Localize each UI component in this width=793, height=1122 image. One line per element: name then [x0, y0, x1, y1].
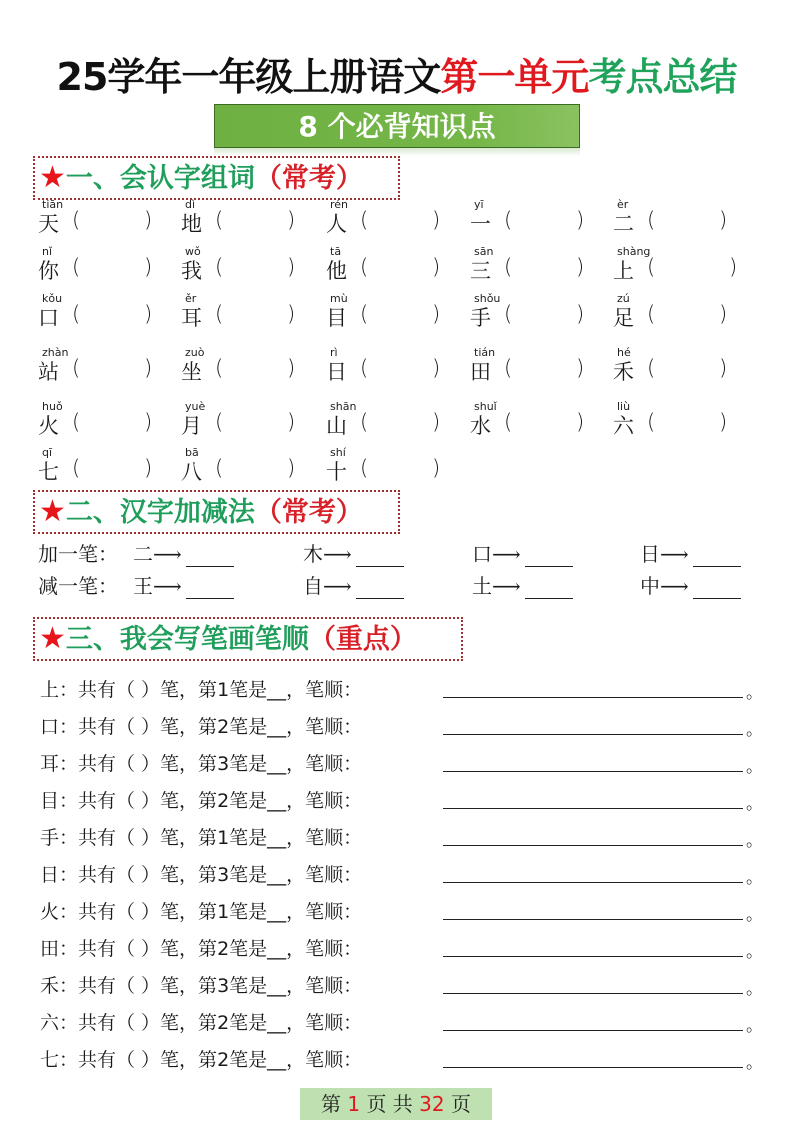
- target-char: 目: [40, 790, 60, 812]
- open-paren: (: [504, 410, 513, 434]
- section-2-header: [33, 490, 400, 534]
- stroke-order-text: 笔是__，笔顺：: [229, 864, 363, 886]
- section-1-header: [33, 156, 400, 200]
- target-char: 火: [40, 901, 60, 923]
- close-paren: ): [729, 255, 738, 279]
- character: 六: [613, 414, 634, 438]
- stroke-order-answer-line[interactable]: [443, 845, 743, 846]
- source-char: 日⟶: [640, 542, 689, 566]
- close-paren: ): [287, 410, 296, 434]
- stroke-order-row: [40, 897, 770, 927]
- close-paren: ): [576, 208, 585, 232]
- open-paren: (: [360, 255, 369, 279]
- close-paren: ): [719, 356, 728, 380]
- stroke-order-text: 笔是__，笔顺：: [229, 1049, 363, 1071]
- stroke-order-answer-line[interactable]: [443, 697, 743, 698]
- stroke-number: 1: [217, 679, 230, 701]
- stroke-order-answer-line[interactable]: [443, 993, 743, 994]
- close-paren: ): [287, 356, 296, 380]
- word-item: [326, 198, 470, 238]
- open-paren: (: [72, 302, 81, 326]
- stroke-order-row: [40, 675, 770, 705]
- word-item: [613, 292, 757, 332]
- pinyin: tián: [474, 346, 496, 359]
- stroke-change-item: [133, 538, 234, 567]
- stroke-order-text: 笔是__，笔顺：: [229, 679, 363, 701]
- total-strokes-text: ：共有（ ）笔，第: [59, 827, 218, 849]
- stroke-order-row: [40, 934, 770, 964]
- pinyin: yuè: [185, 400, 206, 413]
- pinyin: tā: [330, 245, 342, 258]
- character: 口: [38, 306, 59, 330]
- stroke-order-row: [40, 786, 770, 816]
- section-2-title: 二、汉字加减法: [65, 497, 255, 528]
- character: 地: [181, 212, 202, 236]
- section-3-header: [33, 617, 463, 661]
- character: 人: [326, 212, 347, 236]
- word-item: [38, 346, 182, 386]
- section-1-tag: （常考）: [254, 163, 363, 194]
- total-strokes-text: ：共有（ ）笔，第: [59, 716, 218, 738]
- close-paren: ): [576, 302, 585, 326]
- title-black-part: 25学年一年级上册语文: [56, 55, 441, 99]
- stroke-number: 1: [217, 827, 230, 849]
- word-item: [38, 400, 182, 440]
- open-paren: (: [215, 456, 224, 480]
- word-item: [181, 245, 325, 285]
- current-page: 1: [347, 1092, 361, 1116]
- open-paren: (: [215, 410, 224, 434]
- target-char: 日: [40, 864, 60, 886]
- total-strokes-text: ：共有（ ）笔，第: [59, 901, 218, 923]
- close-paren: ): [432, 356, 441, 380]
- stroke-change-item: [472, 538, 573, 567]
- period: 。: [746, 1053, 763, 1073]
- open-paren: (: [504, 302, 513, 326]
- word-item: [613, 198, 757, 238]
- period: 。: [746, 831, 763, 851]
- pinyin: sān: [474, 245, 494, 258]
- pinyin: yī: [474, 198, 484, 211]
- open-paren: (: [72, 410, 81, 434]
- total-strokes-text: ：共有（ ）笔，第: [59, 679, 218, 701]
- stroke-order-row: [40, 823, 770, 853]
- close-paren: ): [144, 456, 153, 480]
- word-item: [326, 400, 470, 440]
- period: 。: [746, 683, 763, 703]
- close-paren: ): [576, 356, 585, 380]
- pinyin: nǐ: [42, 245, 53, 258]
- open-paren: (: [215, 302, 224, 326]
- total-strokes-text: ：共有（ ）笔，第: [59, 753, 218, 775]
- pinyin: rì: [330, 346, 338, 359]
- target-char: 禾: [40, 975, 60, 997]
- target-char: 耳: [40, 753, 60, 775]
- word-item: [470, 245, 614, 285]
- pinyin: shí: [330, 446, 346, 459]
- total-strokes-text: ：共有（ ）笔，第: [59, 938, 218, 960]
- open-paren: (: [647, 410, 656, 434]
- total-strokes-text: ：共有（ ）笔，第: [59, 1012, 218, 1034]
- source-char: 王⟶: [133, 574, 182, 598]
- star-icon: ★: [39, 160, 66, 195]
- title-green-part: 考点总结: [588, 55, 737, 99]
- stroke-order-row: [40, 1045, 770, 1075]
- stroke-order-row: [40, 860, 770, 890]
- open-paren: (: [504, 208, 513, 232]
- open-paren: (: [360, 302, 369, 326]
- word-item: [613, 245, 757, 285]
- character: 你: [38, 259, 59, 283]
- stroke-order-answer-line[interactable]: [443, 1030, 743, 1031]
- stroke-order-text: 笔是__，笔顺：: [229, 901, 363, 923]
- character: 八: [181, 460, 202, 484]
- pinyin: ěr: [185, 292, 197, 305]
- word-item: [38, 292, 182, 332]
- close-paren: ): [719, 302, 728, 326]
- remove-stroke-label: 减一笔：: [38, 574, 118, 598]
- stroke-change-item: [640, 570, 741, 599]
- footer-prefix: 第: [321, 1092, 341, 1116]
- close-paren: ): [432, 410, 441, 434]
- pinyin: zú: [617, 292, 630, 305]
- stroke-order-text: 笔是__，笔顺：: [229, 1012, 363, 1034]
- period: 。: [746, 942, 763, 962]
- close-paren: ): [432, 208, 441, 232]
- close-paren: ): [576, 255, 585, 279]
- open-paren: (: [647, 356, 656, 380]
- open-paren: (: [647, 302, 656, 326]
- word-item: [470, 400, 614, 440]
- page-indicator: [300, 1088, 492, 1120]
- stroke-order-row: [40, 749, 770, 779]
- close-paren: ): [287, 255, 296, 279]
- word-item: [326, 245, 470, 285]
- target-char: 七: [40, 1049, 60, 1071]
- pinyin: shǒu: [474, 292, 501, 305]
- footer-mid: 页 共: [366, 1092, 413, 1116]
- word-item: [181, 400, 325, 440]
- period: 。: [746, 720, 763, 740]
- word-item: [181, 292, 325, 332]
- footer-suffix: 页: [450, 1092, 471, 1116]
- stroke-order-answer-line[interactable]: [443, 771, 743, 772]
- period: 。: [746, 794, 763, 814]
- character: 山: [326, 414, 347, 438]
- character: 田: [470, 360, 491, 384]
- target-char: 上: [40, 679, 60, 701]
- title-red-part: 第一单元: [440, 55, 589, 99]
- answer-blank[interactable]: [525, 580, 573, 599]
- answer-blank[interactable]: [693, 548, 741, 567]
- stroke-change-item: [303, 570, 404, 599]
- stroke-number: 2: [217, 1012, 230, 1034]
- character: 七: [38, 460, 59, 484]
- total-strokes-text: ：共有（ ）笔，第: [59, 975, 218, 997]
- section-3-tag: （重点）: [308, 624, 417, 655]
- period: 。: [746, 905, 763, 925]
- source-char: 自⟶: [303, 574, 352, 598]
- close-paren: ): [144, 255, 153, 279]
- answer-blank[interactable]: [356, 548, 404, 567]
- pinyin: kǒu: [42, 292, 63, 305]
- stroke-order-answer-line[interactable]: [443, 808, 743, 809]
- open-paren: (: [647, 255, 656, 279]
- close-paren: ): [432, 255, 441, 279]
- open-paren: (: [360, 410, 369, 434]
- knowledge-points-banner: 8 个必背知识点: [214, 104, 580, 148]
- close-paren: ): [287, 456, 296, 480]
- open-paren: (: [72, 456, 81, 480]
- character: 一: [470, 212, 491, 236]
- open-paren: (: [215, 356, 224, 380]
- close-paren: ): [144, 208, 153, 232]
- pinyin: wǒ: [185, 245, 201, 258]
- character: 十: [326, 460, 347, 484]
- word-item: [181, 346, 325, 386]
- character: 耳: [181, 306, 202, 330]
- close-paren: ): [144, 410, 153, 434]
- pinyin: mù: [330, 292, 348, 305]
- word-item: [470, 292, 614, 332]
- character: 上: [613, 259, 634, 283]
- stroke-change-item: [640, 538, 741, 567]
- word-item: [38, 446, 182, 486]
- pinyin: dì: [185, 198, 196, 211]
- source-char: 中⟶: [640, 574, 689, 598]
- pinyin: liù: [617, 400, 631, 413]
- stroke-number: 2: [217, 716, 230, 738]
- answer-blank[interactable]: [693, 580, 741, 599]
- period: 。: [746, 868, 763, 888]
- total-strokes-text: ：共有（ ）笔，第: [59, 864, 218, 886]
- stroke-change-item: [472, 570, 573, 599]
- character: 水: [470, 414, 491, 438]
- pinyin: shuǐ: [474, 400, 497, 413]
- word-item: [181, 198, 325, 238]
- pinyin: qī: [42, 446, 53, 459]
- stroke-order-text: 笔是__，笔顺：: [229, 827, 363, 849]
- open-paren: (: [215, 255, 224, 279]
- open-paren: (: [72, 208, 81, 232]
- character: 三: [470, 259, 491, 283]
- pinyin: èr: [617, 198, 629, 211]
- section-1-title: 一、会认字组词: [65, 163, 255, 194]
- character: 火: [38, 414, 59, 438]
- character: 月: [181, 414, 202, 438]
- close-paren: ): [432, 456, 441, 480]
- stroke-order-text: 笔是__，笔顺：: [229, 753, 363, 775]
- stroke-number: 2: [217, 1049, 230, 1071]
- open-paren: (: [504, 356, 513, 380]
- character: 二: [613, 212, 634, 236]
- pinyin: hé: [617, 346, 631, 359]
- word-item: [38, 198, 182, 238]
- character: 目: [326, 306, 347, 330]
- stroke-order-text: 笔是__，笔顺：: [229, 975, 363, 997]
- stroke-number: 3: [217, 864, 230, 886]
- stroke-order-answer-line[interactable]: [443, 734, 743, 735]
- source-char: 二⟶: [133, 542, 182, 566]
- word-item: [38, 245, 182, 285]
- stroke-number: 2: [217, 790, 230, 812]
- word-item: [470, 198, 614, 238]
- stroke-order-answer-line[interactable]: [443, 882, 743, 883]
- stroke-order-text: 笔是__，笔顺：: [229, 716, 363, 738]
- word-item: [326, 292, 470, 332]
- open-paren: (: [647, 208, 656, 232]
- pinyin: shān: [330, 400, 357, 413]
- open-paren: (: [72, 255, 81, 279]
- stroke-number: 1: [217, 901, 230, 923]
- source-char: 土⟶: [472, 574, 521, 598]
- character: 手: [470, 306, 491, 330]
- source-char: 木⟶: [303, 542, 352, 566]
- close-paren: ): [719, 410, 728, 434]
- answer-blank[interactable]: [186, 548, 234, 567]
- target-char: 田: [40, 938, 60, 960]
- open-paren: (: [360, 356, 369, 380]
- pinyin: rén: [330, 198, 349, 211]
- answer-blank[interactable]: [525, 548, 573, 567]
- stroke-order-answer-line[interactable]: [443, 1067, 743, 1068]
- target-char: 口: [40, 716, 60, 738]
- stroke-order-text: 笔是__，笔顺：: [229, 938, 363, 960]
- word-item: [470, 346, 614, 386]
- pinyin: huǒ: [42, 400, 63, 413]
- pinyin: zhàn: [42, 346, 69, 359]
- close-paren: ): [144, 302, 153, 326]
- close-paren: ): [287, 302, 296, 326]
- close-paren: ): [432, 302, 441, 326]
- word-item: [613, 346, 757, 386]
- close-paren: ): [144, 356, 153, 380]
- star-icon: ★: [39, 621, 66, 656]
- stroke-order-text: 笔是__，笔顺：: [229, 790, 363, 812]
- answer-blank[interactable]: [186, 580, 234, 599]
- stroke-number: 3: [217, 975, 230, 997]
- character: 坐: [181, 360, 202, 384]
- section-3-title: 三、我会写笔画笔顺: [65, 624, 309, 655]
- pinyin: shàng: [617, 245, 651, 258]
- pinyin: zuò: [185, 346, 205, 359]
- word-item: [181, 446, 325, 486]
- open-paren: (: [72, 356, 81, 380]
- stroke-number: 2: [217, 938, 230, 960]
- character: 禾: [613, 360, 634, 384]
- period: 。: [746, 979, 763, 999]
- total-strokes-text: ：共有（ ）笔，第: [59, 1049, 218, 1071]
- stroke-order-row: [40, 712, 770, 742]
- banner-reflection: [214, 148, 580, 156]
- stroke-change-item: [303, 538, 404, 567]
- close-paren: ): [576, 410, 585, 434]
- word-item: [326, 446, 470, 486]
- word-item: [326, 346, 470, 386]
- period: 。: [746, 757, 763, 777]
- character: 他: [326, 259, 347, 283]
- open-paren: (: [504, 255, 513, 279]
- open-paren: (: [215, 208, 224, 232]
- open-paren: (: [360, 208, 369, 232]
- stroke-number: 3: [217, 753, 230, 775]
- total-strokes-text: ：共有（ ）笔，第: [59, 790, 218, 812]
- open-paren: (: [360, 456, 369, 480]
- stroke-change-item: [133, 570, 234, 599]
- character: 足: [613, 306, 634, 330]
- word-item: [613, 400, 757, 440]
- source-char: 口⟶: [472, 542, 521, 566]
- answer-blank[interactable]: [356, 580, 404, 599]
- target-char: 六: [40, 1012, 60, 1034]
- stroke-order-answer-line[interactable]: [443, 956, 743, 957]
- total-pages: 32: [419, 1092, 445, 1116]
- section-2-tag: （常考）: [254, 497, 363, 528]
- close-paren: ): [287, 208, 296, 232]
- character: 日: [326, 360, 347, 384]
- stroke-order-answer-line[interactable]: [443, 919, 743, 920]
- pinyin: tiān: [42, 198, 64, 211]
- pinyin: bā: [185, 446, 199, 459]
- stroke-order-row: [40, 971, 770, 1001]
- target-char: 手: [40, 827, 60, 849]
- add-stroke-label: 加一笔：: [38, 542, 118, 566]
- period: 。: [746, 1016, 763, 1036]
- character: 天: [38, 212, 59, 236]
- close-paren: ): [719, 208, 728, 232]
- character: 站: [38, 360, 59, 384]
- document-title: [0, 46, 793, 101]
- stroke-order-row: [40, 1008, 770, 1038]
- character: 我: [181, 259, 202, 283]
- star-icon: ★: [39, 494, 66, 529]
